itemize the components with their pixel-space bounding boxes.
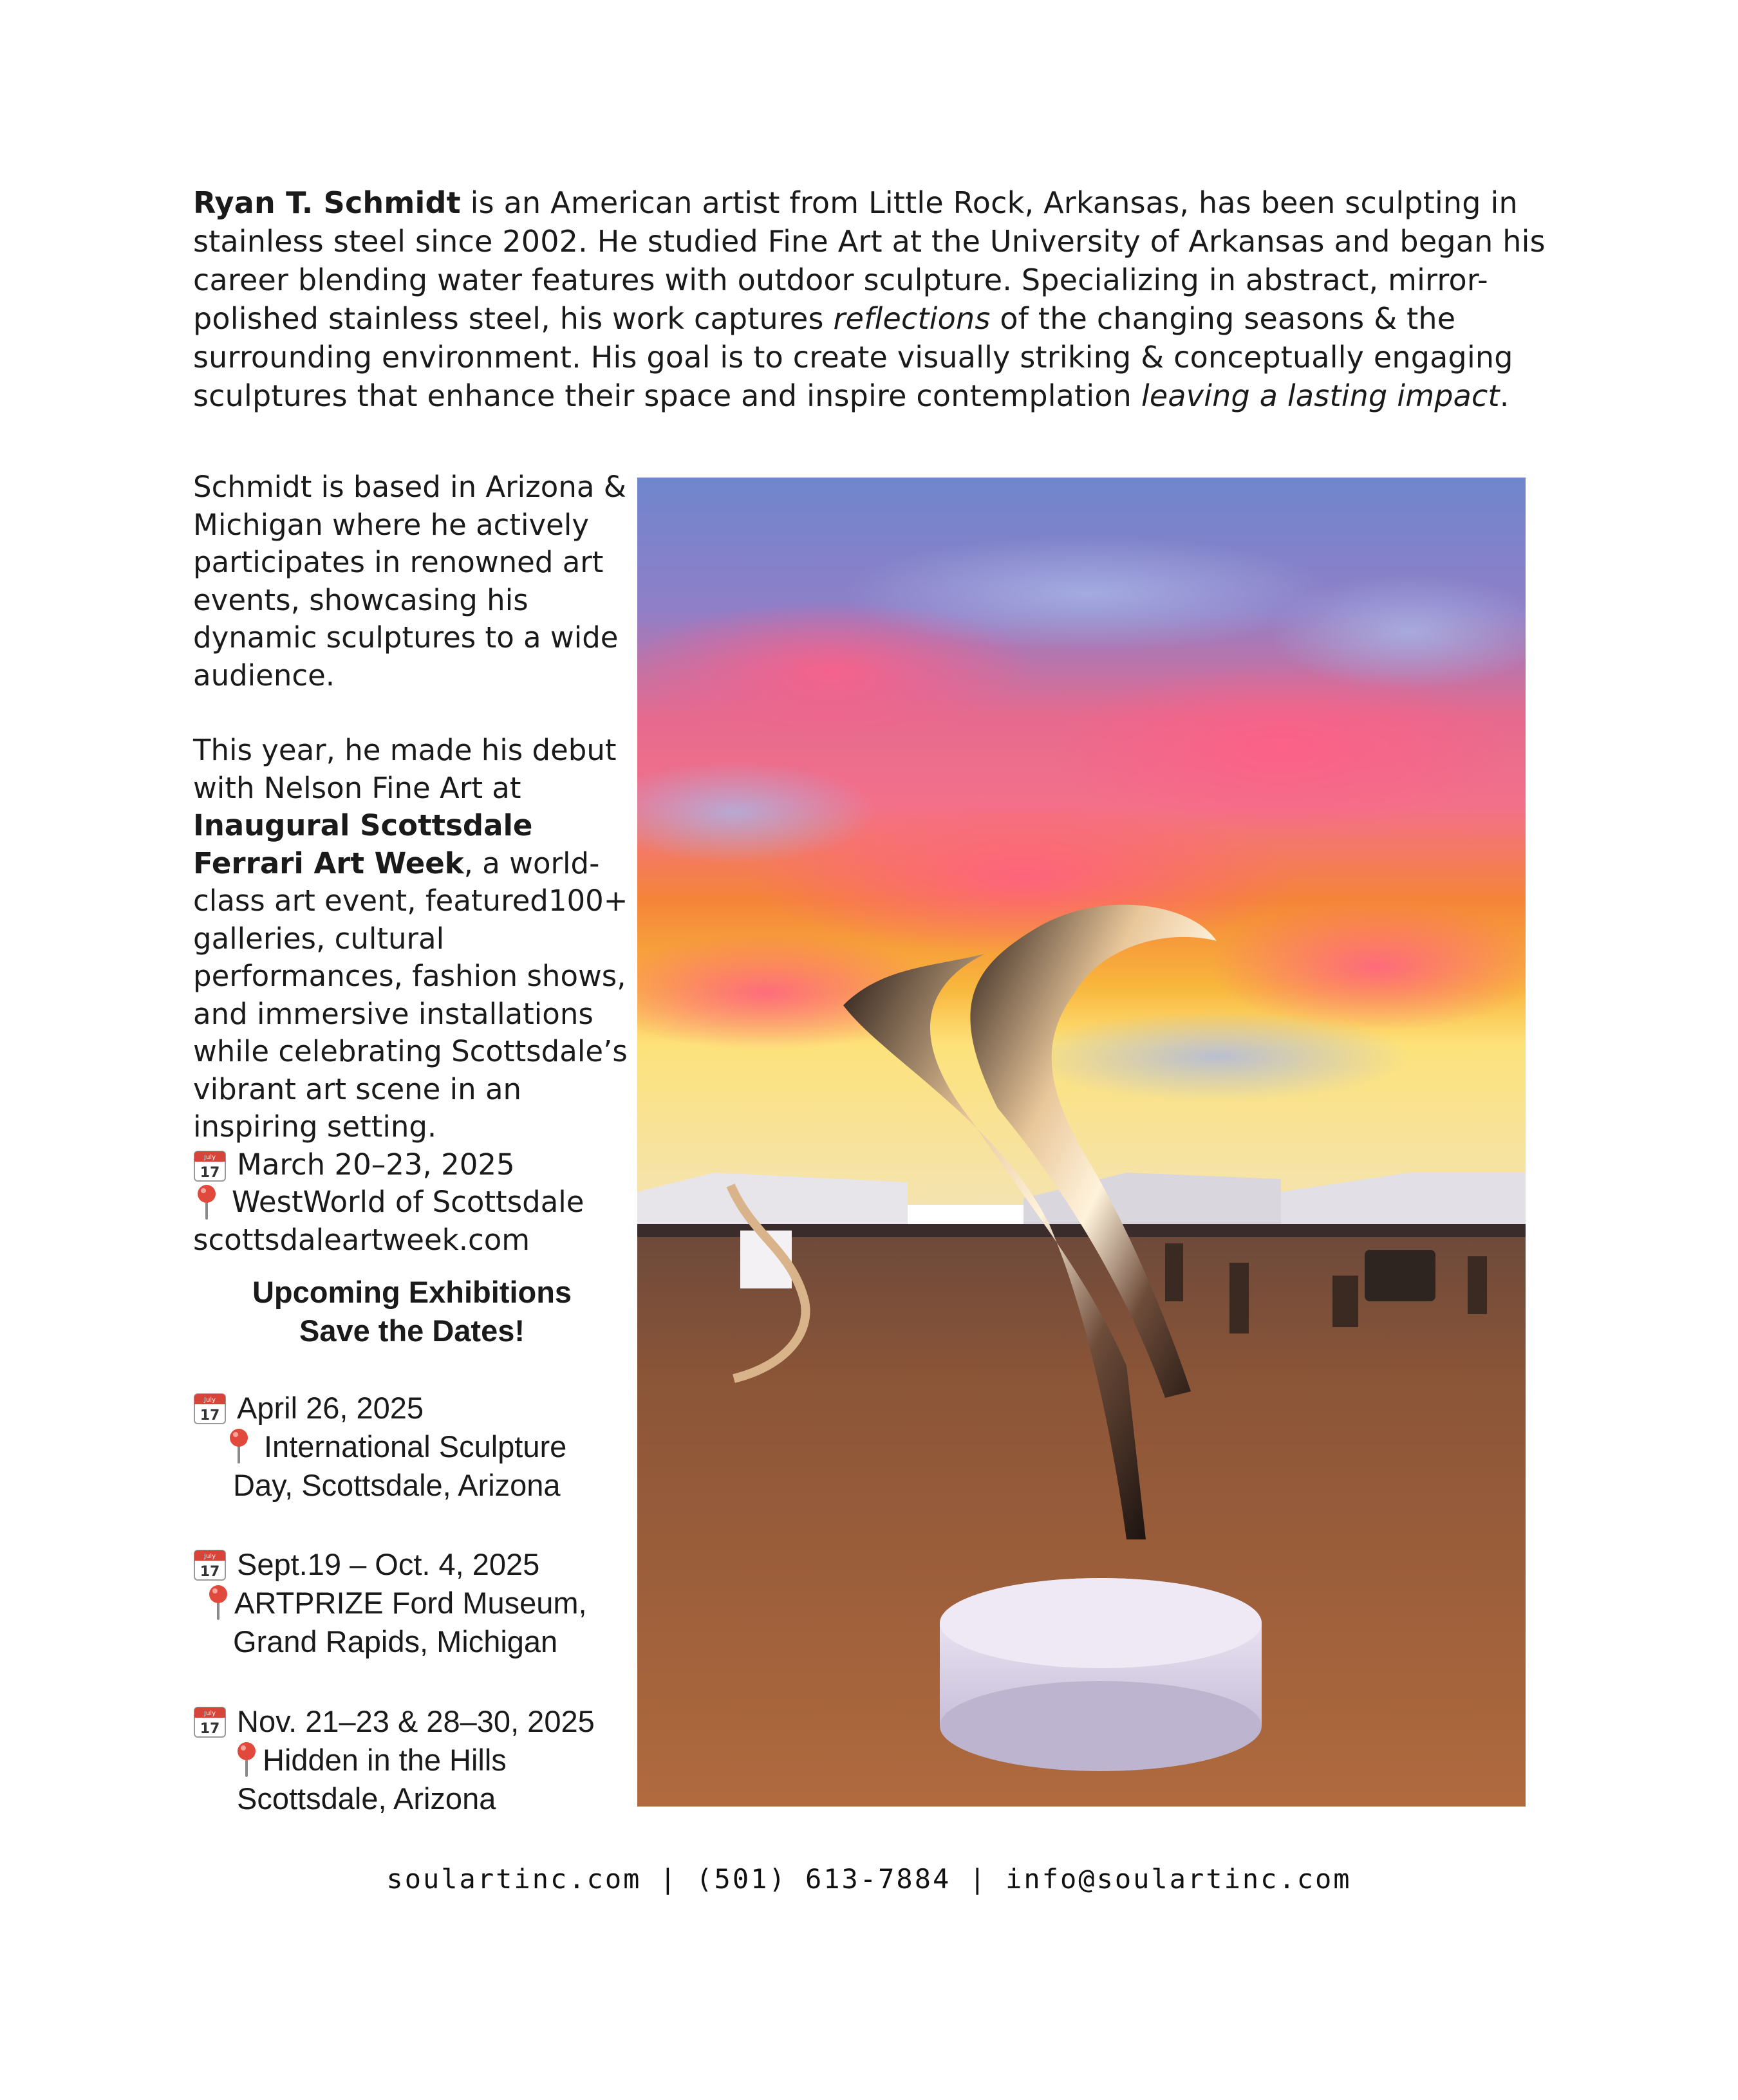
calendar-icon xyxy=(193,1149,227,1182)
svg-text:July: July xyxy=(204,1397,216,1404)
exhibition-date-line xyxy=(193,1545,657,1584)
exhibition-item xyxy=(193,1389,657,1505)
debut-text-before: This year, he made his debut with Nelson Fine Art at xyxy=(193,733,617,805)
artist-name: Ryan T. Schmidt xyxy=(193,185,461,220)
exhibition-place-line xyxy=(193,1741,657,1779)
exhibition-place-line xyxy=(193,1427,657,1466)
footer-contact: soulartinc.com | (501) 613-7884 | info@soulartinc.com xyxy=(386,1863,1352,1895)
exhibition-place: International Sculpture xyxy=(264,1429,567,1463)
svg-text:17: 17 xyxy=(200,1721,220,1737)
intro-paragraph xyxy=(193,183,1571,415)
map-pin-icon xyxy=(225,1427,252,1463)
svg-text:July: July xyxy=(204,1553,216,1560)
map-pin-icon xyxy=(233,1741,260,1777)
svg-text:July: July xyxy=(204,1153,216,1161)
intro-text-2: of the changing seasons & the surrounding environment. His goal is to create visually striking & conceptually engaging sculptures that enhance their space and inspire contemplation xyxy=(193,301,1513,413)
calendar-icon xyxy=(193,1705,227,1738)
exhibition-place-line2: Scottsdale, Arizona xyxy=(237,1781,496,1816)
event-venue-line xyxy=(193,1184,644,1222)
exhibition-date: Sept.19 – Oct. 4, 2025 xyxy=(237,1547,540,1581)
upcoming-heading-line2: Save the Dates! xyxy=(299,1314,525,1348)
exhibition-place: ARTPRIZE Ford Museum, xyxy=(234,1586,587,1620)
upcoming-heading-line1: Upcoming Exhibitions xyxy=(252,1275,572,1309)
event-name: Inaugural Scottsdale Ferrari Art Week xyxy=(193,808,533,880)
svg-text:17: 17 xyxy=(200,1408,220,1424)
svg-text:17: 17 xyxy=(200,1564,220,1580)
event-venue: WestWorld of Scottsdale xyxy=(232,1185,584,1219)
map-pin-icon xyxy=(205,1584,232,1620)
map-pin-icon xyxy=(193,1184,220,1220)
intro-emphasis-impact: leaving a lasting impact xyxy=(1141,378,1500,413)
calendar-icon xyxy=(193,1391,227,1425)
intro-text-1: is an American artist from Little Rock, Arkansas, has been sculpting in stainless steel since 2002. He studied Fine Art at the University of Arkansas and began his career blending water features with outdoor sculpture. Specializing in abstract, mirror-polished stainless steel, his work captures xyxy=(193,185,1546,336)
debut-paragraph xyxy=(193,732,644,1146)
exhibition-date: Nov. 21–23 & 28–30, 2025 xyxy=(237,1704,595,1738)
exhibition-place: Hidden in the Hills xyxy=(263,1743,507,1777)
exhibition-date-line xyxy=(193,1702,657,1741)
svg-text:17: 17 xyxy=(200,1164,220,1181)
exhibition-place-line xyxy=(193,1584,657,1622)
exhibition-date-line xyxy=(193,1389,657,1427)
event-website[interactable]: scottsdaleartweek.com xyxy=(193,1222,530,1257)
intro-emphasis-reflections: reflections xyxy=(833,301,991,336)
intro-text-3: . xyxy=(1499,378,1509,413)
sculpture-photo xyxy=(637,478,1526,1807)
upcoming-heading xyxy=(193,1273,631,1350)
left-column xyxy=(193,469,644,1259)
exhibition-item xyxy=(193,1545,657,1661)
event-date: March 20–23, 2025 xyxy=(237,1147,515,1182)
debut-text-after: , a world-class art event, featured100+ galleries, cultural performances, fashion shows, and immersive installations while celebrating Scottsdale’s vibrant art scene in an inspiring setting. xyxy=(193,846,628,1144)
exhibition-place-line2: Grand Rapids, Michigan xyxy=(233,1624,558,1659)
location-paragraph: Schmidt is based in Arizona & Michigan where he actively participates in renowned art events, showcasing his dynamic sculptures to a wide audience. xyxy=(193,470,626,692)
exhibition-date: April 26, 2025 xyxy=(237,1391,424,1425)
exhibition-place-line2: Day, Scottsdale, Arizona xyxy=(233,1468,561,1502)
event-date-line xyxy=(193,1146,644,1184)
calendar-icon xyxy=(193,1548,227,1581)
exhibition-item xyxy=(193,1702,657,1818)
svg-text:July: July xyxy=(204,1710,216,1717)
